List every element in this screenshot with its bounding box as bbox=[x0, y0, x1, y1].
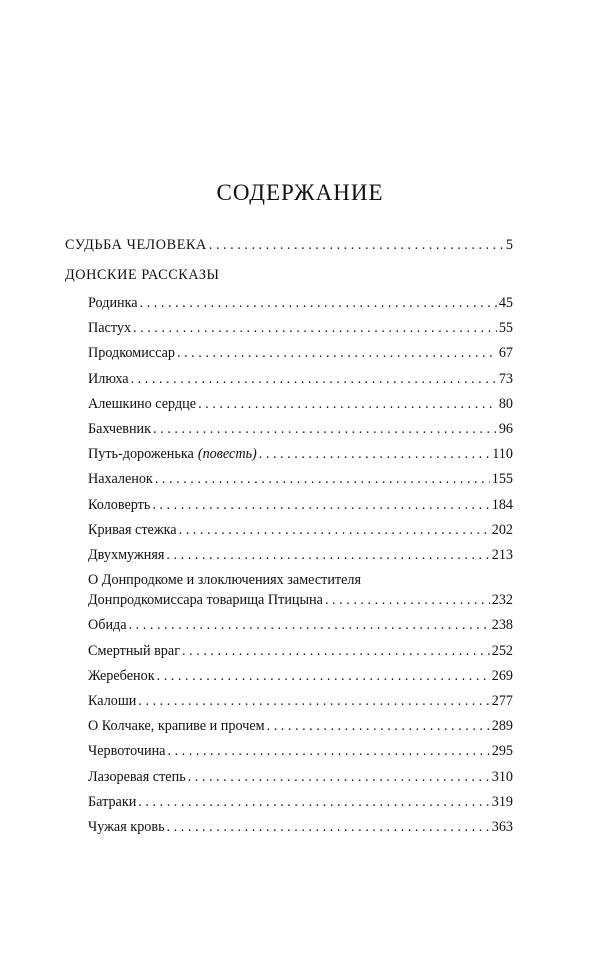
toc-entry-page: 73 bbox=[498, 370, 513, 387]
toc-entry-note: (повесть) bbox=[197, 446, 257, 463]
toc-entry-page: 67 bbox=[498, 345, 513, 362]
toc-entry bbox=[88, 717, 513, 735]
toc-entry-page: 213 bbox=[491, 547, 513, 563]
toc-entry-label: Двухмужняя bbox=[88, 547, 165, 563]
dot-leader bbox=[198, 395, 497, 413]
dot-leader bbox=[325, 591, 490, 609]
toc-entry-page: 238 bbox=[491, 617, 513, 634]
dot-leader bbox=[177, 344, 497, 362]
section-heading: ДОНСКИЕ РАССКАЗЫ bbox=[65, 267, 220, 283]
toc-entry bbox=[88, 667, 513, 685]
toc-entry bbox=[88, 294, 513, 312]
toc-entry-page: 110 bbox=[492, 446, 513, 463]
toc-entry-label: Родинка bbox=[88, 295, 138, 311]
toc-entry-label: Батраки bbox=[88, 793, 137, 810]
toc-entry bbox=[88, 521, 513, 539]
toc-entry bbox=[88, 370, 513, 388]
toc-entry-label-line1: О Донпродкоме и злоключениях заместителя bbox=[88, 572, 362, 589]
page-title: СОДЕРЖАНИЕ bbox=[216, 180, 384, 205]
toc-entry-label: Смертный враг bbox=[88, 642, 181, 659]
toc-entry bbox=[88, 818, 513, 836]
toc-entry-page: 184 bbox=[491, 496, 513, 513]
toc-entry-label: Алешкино сердце bbox=[88, 395, 197, 412]
toc-entry-page: 295 bbox=[491, 743, 513, 760]
dot-leader bbox=[259, 445, 490, 463]
toc-entry bbox=[88, 496, 513, 514]
toc-entry-label: Илюха bbox=[88, 370, 129, 387]
toc-entry-label: СУДЬБА ЧЕЛОВЕКА bbox=[65, 237, 207, 253]
toc-entry bbox=[88, 616, 513, 634]
toc-entry-page: 232 bbox=[491, 592, 513, 609]
toc-entry bbox=[88, 344, 513, 362]
dot-leader bbox=[133, 319, 497, 337]
toc-entry-label: Продкомиссар bbox=[88, 345, 175, 362]
toc-entry-label: Обида bbox=[88, 617, 127, 634]
toc-entry-page: 96 bbox=[498, 421, 513, 437]
toc-entry bbox=[88, 420, 513, 438]
dot-leader bbox=[157, 667, 490, 685]
toc-entry-label: Донпродкомиссара товарища Птицына bbox=[88, 592, 323, 609]
toc-entry-page: 289 bbox=[491, 718, 513, 735]
toc-entry-label: Путь-дороженька bbox=[88, 446, 194, 463]
toc-entry-page: 363 bbox=[491, 819, 513, 835]
toc-entry-label: Чужая кровь bbox=[88, 819, 165, 835]
dot-leader bbox=[182, 642, 490, 660]
dot-leader bbox=[188, 768, 490, 786]
toc-entry-page: 277 bbox=[491, 693, 513, 709]
toc-entry-label: Нахаленок bbox=[88, 471, 153, 488]
dot-leader bbox=[179, 521, 490, 539]
toc-entry-label: Пастух bbox=[88, 320, 132, 337]
toc-entry-label: О Колчаке, крапиве и прочем bbox=[88, 718, 265, 735]
dot-leader bbox=[167, 818, 490, 836]
toc-entry bbox=[88, 591, 513, 609]
toc-entry bbox=[88, 319, 513, 337]
toc-entry-label: Жеребенок bbox=[88, 667, 155, 684]
toc-entry bbox=[88, 470, 513, 488]
toc-entry-main bbox=[65, 236, 513, 254]
toc-entry-page: 319 bbox=[491, 793, 513, 810]
dot-leader bbox=[267, 717, 490, 735]
toc-entry-label: Червоточина bbox=[88, 743, 166, 760]
toc-entry-label: Кривая стежка bbox=[88, 521, 177, 538]
toc-entry-label: Коловерть bbox=[88, 496, 151, 513]
toc-entry-label: Бахчевник bbox=[88, 421, 152, 437]
toc-entry-page: 202 bbox=[491, 521, 513, 538]
dot-leader bbox=[209, 236, 504, 254]
dot-leader bbox=[138, 793, 489, 811]
dot-leader bbox=[153, 420, 497, 438]
dot-leader bbox=[138, 692, 489, 710]
toc-entry bbox=[88, 642, 513, 660]
toc-entry-page: 155 bbox=[491, 471, 513, 488]
toc-entry-page: 80 bbox=[498, 395, 513, 412]
dot-leader bbox=[131, 370, 497, 388]
dot-leader bbox=[152, 496, 489, 514]
dot-leader bbox=[167, 742, 489, 760]
toc-entry bbox=[88, 742, 513, 760]
toc-entry bbox=[88, 445, 513, 463]
toc-entry-page: 55 bbox=[498, 320, 513, 337]
toc-entry bbox=[88, 546, 513, 564]
dot-leader bbox=[166, 546, 489, 564]
toc-entry-label: Калоши bbox=[88, 693, 137, 709]
toc-entry bbox=[88, 395, 513, 413]
dot-leader bbox=[129, 616, 490, 634]
toc-entry bbox=[88, 793, 513, 811]
toc-entry bbox=[88, 768, 513, 786]
toc-entry-label: Лазоревая степь bbox=[88, 768, 186, 785]
toc-entry-page: 269 bbox=[491, 667, 513, 684]
toc-entry bbox=[88, 692, 513, 710]
toc-entry-page: 310 bbox=[491, 768, 513, 785]
toc-entry-page: 45 bbox=[498, 295, 513, 311]
dot-leader bbox=[140, 294, 497, 312]
dot-leader bbox=[155, 470, 490, 488]
toc-entry-page: 5 bbox=[505, 237, 513, 253]
toc-entry-page: 252 bbox=[491, 642, 513, 659]
